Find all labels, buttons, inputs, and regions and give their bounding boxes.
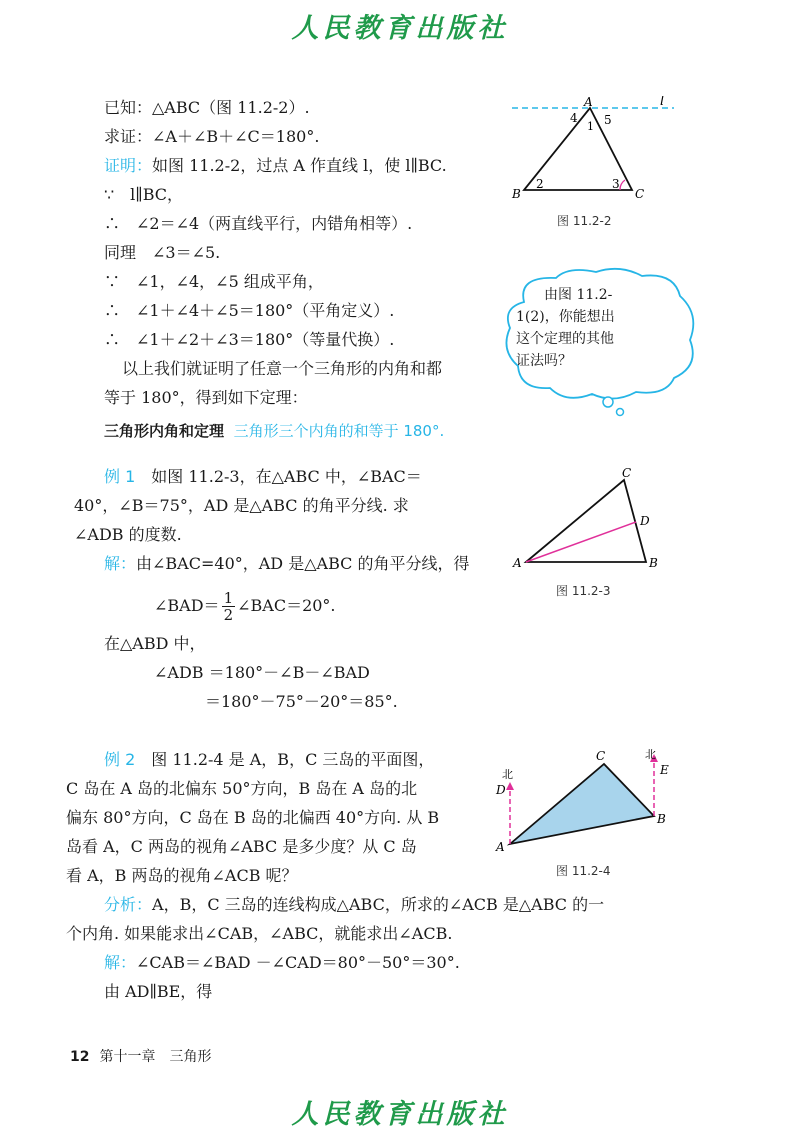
example2-solution-label: 解： xyxy=(104,953,137,972)
caption-11-2-3: 图 11.2-3 xyxy=(556,584,611,598)
example1-solution-label: 解： xyxy=(104,554,137,573)
example2-solution-text: ∠CAB＝∠BAD －∠CAD＝80°－50°＝30°. xyxy=(136,953,460,972)
bisector-ad xyxy=(526,522,636,562)
example1-in-triangle: 在△ABD 中， xyxy=(104,634,206,653)
example2-line-5: 看 A，B 两岛的视角∠ACB 呢？ xyxy=(66,866,298,885)
example2-line-4: 岛看 A，C 两岛的视角∠ABC 是多少度？从 C 岛 xyxy=(66,837,417,856)
figure-11-2-2 xyxy=(508,96,688,204)
proof-text: 如图 11.2-2，过点 A 作直线 l，使 l∥BC. xyxy=(152,156,447,175)
label-1: 1 xyxy=(587,120,594,133)
conclusion-line-1: 以上我们就证明了任意一个三角形的内角和都 xyxy=(122,359,443,378)
page-footer xyxy=(70,1046,211,1066)
example2-analysis-text: A，B，C 三岛的连线构成△ABC，所求的∠ACB 是△ABC 的一 xyxy=(152,895,605,914)
publisher-logo-bottom: 人民教育出版社 xyxy=(291,1099,509,1130)
example1-line-3: ∠ADB 的度数. xyxy=(74,525,182,544)
fraction-one-half xyxy=(222,590,236,623)
label-north-left: 北 xyxy=(502,768,513,781)
example1-bad-equation xyxy=(154,590,336,623)
fraction-denominator: 2 xyxy=(223,606,234,624)
label-north-right: 北 xyxy=(645,748,656,761)
proof-step-6: ∴ ∠1＋∠2＋∠3＝180°（等量代换）. xyxy=(104,330,395,349)
label-C: C xyxy=(635,187,645,201)
label-B: B xyxy=(512,187,521,201)
given-line: 已知：△ABC（图 11.2-2）. xyxy=(104,98,310,117)
proof-step-1: ∵ l∥BC， xyxy=(104,185,183,204)
example2-line-3: 偏东 80°方向，C 岛在 B 岛的北偏西 40°方向. 从 B xyxy=(66,808,440,827)
proof-label: 证明： xyxy=(104,156,153,175)
caption-11-2-2: 图 11.2-2 xyxy=(557,214,612,228)
example1-equation-2: ＝180°－75°－20°＝85°. xyxy=(205,692,398,711)
bad-rhs: ∠BAC＝20°. xyxy=(237,596,336,615)
example2-line-1-text: 图 11.2-4 是 A，B，C 三岛的平面图， xyxy=(135,750,435,769)
conclusion-line-2: 等于 180°，得到如下定理： xyxy=(104,388,308,407)
label-5: 5 xyxy=(604,113,612,127)
label-B: B xyxy=(657,812,666,826)
proof-step-5: ∴ ∠1＋∠4＋∠5＝180°（平角定义）. xyxy=(104,301,395,320)
theorem-line xyxy=(104,421,444,441)
label-C: C xyxy=(596,749,606,763)
triangle-abc-ex1 xyxy=(526,480,646,562)
example1-line-1 xyxy=(104,467,422,487)
theorem-name: 三角形内角和定理 xyxy=(104,422,225,440)
label-A: A xyxy=(513,556,522,570)
example2-label: 例 2 xyxy=(104,750,136,769)
figure-11-2-4 xyxy=(490,742,690,854)
page-number: 12 xyxy=(70,1049,90,1065)
example2-solution-line-2: 由 AD∥BE，得 xyxy=(104,982,213,1001)
theorem-text: 三角形三个内角的和等于 180°. xyxy=(233,422,445,440)
figure-11-2-3 xyxy=(508,464,668,574)
example2-solution-line-1 xyxy=(104,953,460,973)
example1-solution-line-1 xyxy=(104,554,469,574)
example1-line-2: 40°，∠B＝75°，AD 是△ABC 的角平分线. 求 xyxy=(74,496,409,515)
example1-solution-text: 由∠BAC=40°，AD 是△ABC 的角平分线，得 xyxy=(136,554,470,573)
label-E: E xyxy=(660,763,669,777)
chapter-title: 第十一章 三角形 xyxy=(99,1049,212,1065)
label-B: B xyxy=(649,556,658,570)
triangle-abc-islands xyxy=(510,764,654,844)
example2-analysis-line-2: 个内角. 如果能求出∠CAB，∠ABC，就能求出∠ACB. xyxy=(66,924,453,943)
label-2: 2 xyxy=(536,177,544,191)
label-3: 3 xyxy=(612,177,620,191)
example2-line-1 xyxy=(104,750,434,770)
proof-step-3: 同理 ∠3＝∠5. xyxy=(104,243,221,262)
example2-line-2: C 岛在 A 岛的北偏东 50°方向，B 岛在 A 岛的北 xyxy=(66,779,418,798)
thought-bubble-text: 由图 11.2- 1(2)，你能想出 这个定理的其他 证法吗？ xyxy=(516,287,615,369)
example1-equation-1: ∠ADB ＝180°－∠B－∠BAD xyxy=(154,663,370,682)
prove-line: 求证：∠A＋∠B＋∠C＝180°. xyxy=(104,127,320,146)
caption-11-2-4: 图 11.2-4 xyxy=(556,864,611,878)
fraction-numerator: 1 xyxy=(223,589,234,607)
proof-step-2: ∴ ∠2＝∠4（两直线平行，内错角相等）. xyxy=(104,214,413,233)
label-A: A xyxy=(584,96,593,109)
example2-analysis-line-1 xyxy=(104,895,604,915)
bad-lhs: ∠BAD＝ xyxy=(154,596,220,615)
example1-label: 例 1 xyxy=(104,467,136,486)
label-4: 4 xyxy=(570,111,578,125)
angle-arc-3 xyxy=(620,180,625,190)
label-D: D xyxy=(496,783,506,797)
example1-line-1-text: 如图 11.2-3，在△ABC 中，∠BAC＝ xyxy=(135,467,422,486)
label-l: l xyxy=(660,96,665,109)
proof-step-4: ∵ ∠1，∠4，∠5 组成平角， xyxy=(104,272,324,291)
label-C: C xyxy=(622,466,632,480)
label-A: A xyxy=(496,840,505,854)
publisher-logo: 人民教育出版社 xyxy=(291,13,509,44)
label-D: D xyxy=(640,514,650,528)
proof-line xyxy=(104,156,447,176)
north-arrow-a-icon xyxy=(506,782,514,790)
example2-analysis-label: 分析： xyxy=(104,895,153,914)
